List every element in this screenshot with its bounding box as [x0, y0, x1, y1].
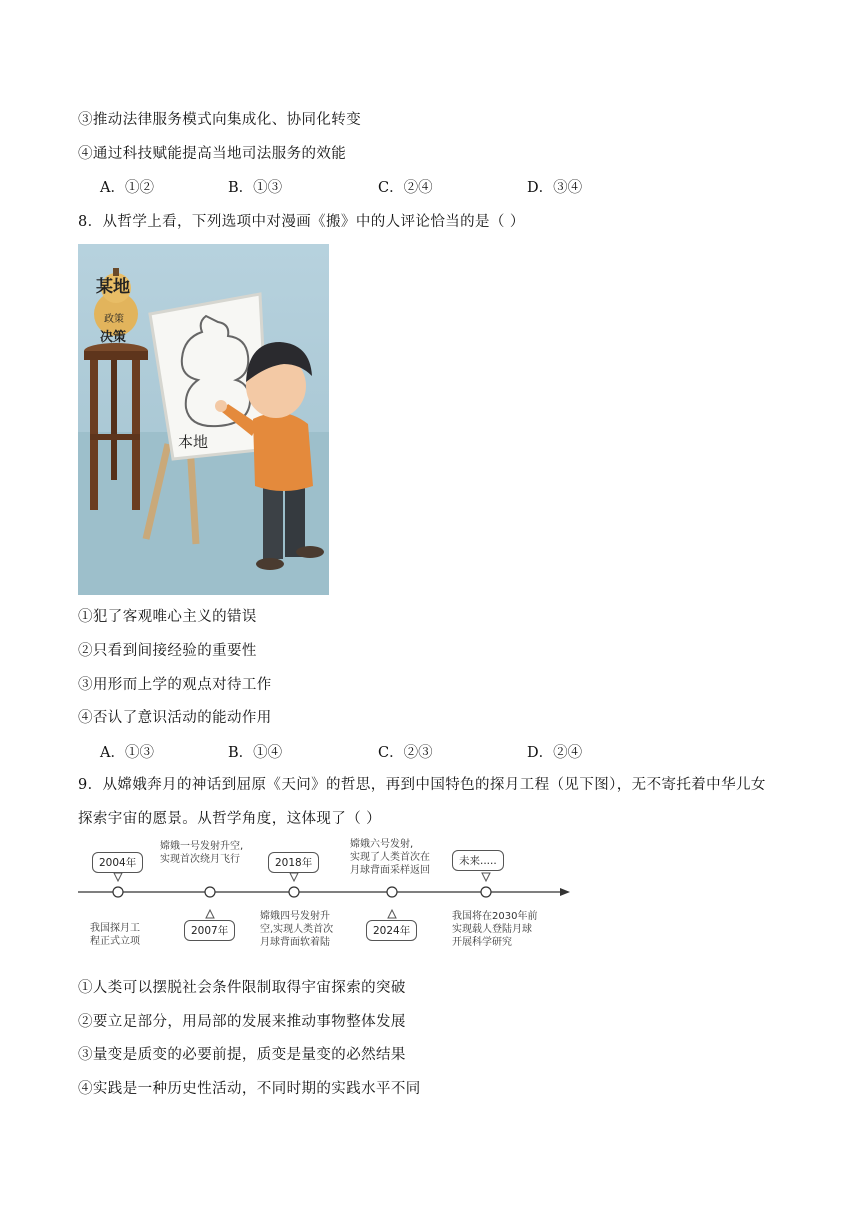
q7-option-c: C．②④ — [378, 180, 433, 196]
note-2007: 嫦娥一号发射升空, 实现首次绕月飞行 — [160, 841, 244, 865]
label-bendi: 本地 — [178, 433, 209, 451]
q8-item-2: ②只看到间接经验的重要性 — [78, 643, 257, 659]
q8-stem: 8．从哲学上看，下列选项中对漫画《搬》中的人评论恰当的是（ ） — [78, 214, 525, 230]
year-badge-2004: 2004年 — [92, 852, 143, 873]
q7-option-a: A．①② — [100, 180, 154, 196]
label-zhengce: 政策 — [104, 314, 124, 325]
timeline-node-2024 — [387, 887, 397, 897]
cartoon-ban — [78, 244, 329, 595]
q9-item-3: ③量变是质变的必要前提，质变是量变的必然结果 — [78, 1047, 406, 1063]
note-2004: 我国探月工 程正式立项 — [90, 923, 140, 947]
q9-stem-line-1: 9．从嫦娥奔月的神话到屈原《天问》的哲思，再到中国特色的探月工程（见下图），无不寄托着中华儿女 — [78, 777, 766, 793]
year-badge-2024: 2024年 — [366, 920, 417, 941]
arrow-head-icon — [560, 888, 570, 896]
timeline-node-2007 — [205, 887, 215, 897]
q9-stem-line-2: 探索宇宙的愿景。从哲学角度，这体现了（ ） — [78, 811, 382, 827]
timeline-node-2004 — [113, 887, 123, 897]
q7-item-4: ④通过科技赋能提高当地司法服务的效能 — [78, 146, 347, 162]
future-badge: 未来..... — [452, 850, 504, 871]
q7-item-3: ③推动法律服务模式向集成化、协同化转变 — [78, 112, 362, 128]
q7-option-b: B．①③ — [228, 180, 283, 196]
timeline-node-2018 — [289, 887, 299, 897]
year-badge-2007: 2007年 — [184, 920, 235, 941]
q8-item-1: ①犯了客观唯心主义的错误 — [78, 609, 257, 625]
note-2018: 嫦娥四号发射升 空,实现人类首次 月球背面软着陆 — [260, 911, 334, 948]
q8-option-c: C．②③ — [378, 745, 433, 761]
note-2024: 嫦娥六号发射, 实现了人类首次在 月球背面采样返回 — [350, 839, 430, 876]
label-moudi: 某地 — [96, 277, 130, 297]
year-badge-2018: 2018年 — [268, 852, 319, 873]
q8-item-4: ④否认了意识活动的能动作用 — [78, 710, 272, 726]
q8-item-3: ③用形而上学的观点对待工作 — [78, 677, 272, 693]
q9-item-1: ①人类可以摆脱社会条件限制取得宇宙探索的突破 — [78, 980, 406, 996]
note-future: 我国将在2030年前 实现载人登陆月球 开展科学研究 — [452, 911, 538, 948]
lunar-exploration-timeline — [78, 832, 578, 962]
q8-option-b: B．①④ — [228, 745, 283, 761]
q9-item-4: ④实践是一种历史性活动，不同时期的实践水平不同 — [78, 1081, 421, 1097]
q8-option-d: D．②④ — [527, 745, 583, 761]
timeline-node-future — [481, 887, 491, 897]
q7-option-d: D．③④ — [527, 180, 583, 196]
label-juece: 决策 — [100, 330, 127, 345]
q8-option-a: A．①③ — [100, 745, 154, 761]
q9-item-2: ②要立足部分，用局部的发展来推动事物整体发展 — [78, 1014, 406, 1030]
